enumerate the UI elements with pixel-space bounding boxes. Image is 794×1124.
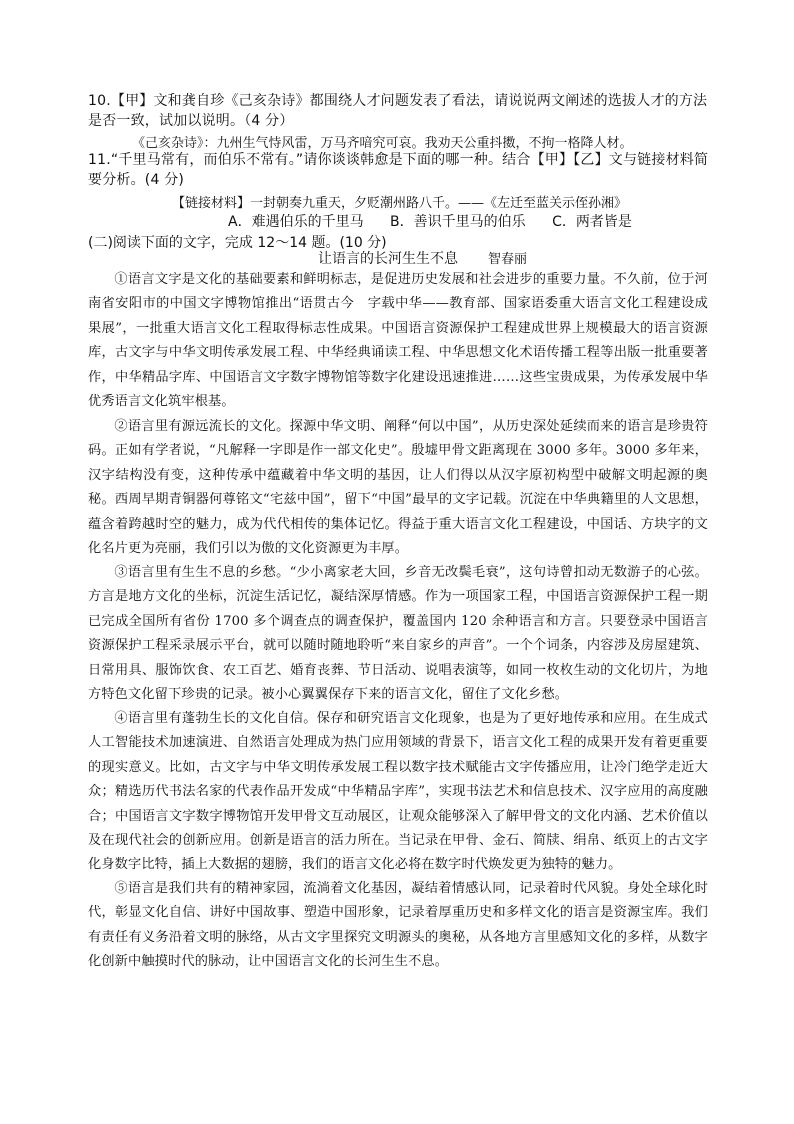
paragraph-3: ③语言里有生生不息的乡愁。“少小离家老大回，乡音无改鬓毛衰”，这句诗曾扣动无数游子的心弦。方言是地方文化的坐标，沉淀生活记忆，凝结深厚情感。作为一项国家工程，中国语言资源保护工程一期已完成全国所有省份 1700 多个调查点的调查保护，覆盖国内 120 余种语言和方言。只要登录中国语言资源保护工程采录展示平台，就可以随时随地聆听“来自家乡的声音”。一个个词条，内容涉及房屋建筑、日常用具、服饰饮食、农工百艺、婚育丧葬、节日活动、说唱表演等，如同一枚枚生动的文化切片，为地方特色文化留下珍贵的记录。被小心翼翼保存下来的语言文化，留住了文化乡愁。	[88, 565, 708, 703]
link-material: 【链接材料】一封朝奏九重天，夕贬潮州路八千。——《左迁至蓝关示侄孙湘》	[172, 196, 628, 211]
section-heading: (二)阅读下面的文字，完成 12～14 题。(10 分)	[88, 235, 387, 251]
article-title: 让语言的长河生生不息	[318, 251, 458, 267]
option-b: B．善识千里马的伯乐	[390, 214, 526, 230]
question-10-quote: 《己亥杂诗》：九州生气恃风雷，万马齐喑究可哀。我劝天公重抖擞，不拘一格降人材。	[132, 136, 633, 151]
article-author: 智春丽	[488, 252, 528, 267]
article-title-line	[318, 248, 527, 268]
paragraph-1: ①语言文字是文化的基础要素和鲜明标志，是促进历史发展和社会进步的重要力量。不久前，位于河南省安阳市的中国文字博物馆推出“语贯古今 字载中华——教育部、国家语委重大语言文化工程建设成果展”，一批重大语言文化工程取得标志性成果。中国语言资源保护工程建成世界上规模最大的语言资源库，古文字与中华文明传承发展工程、中华经典诵读工程、中华思想文化术语传播工程等出版一批重要著作，中华精品字库、中国语言文字数字博物馆等数字化建设迅速推进……这些宝贵成果，为传承发展中华优秀语言文化筑牢根基。	[88, 272, 708, 410]
paragraph-5: ⑤语言是我们共有的精神家园，流淌着文化基因，凝结着情感认同，记录着时代风貌。身处全球化时代，彰显文化自信、讲好中国故事、塑造中国形象，记录着厚重历史和多样文化的语言是资源宝库。我们有责任有义务沿着文明的脉络，从古文字里探究文明源头的奥秘，从各地方言里感知文化的多样，从数字化创新中触摸时代的脉动，让中国语言文化的长河生生不息。	[88, 881, 708, 970]
answer-options	[228, 211, 654, 231]
paragraph-4: ④语言里有蓬勃生长的文化自信。保存和研究语言文化现象，也是为了更好地传承和应用。在生成式人工智能技术加速演进、自然语言处理成为热门应用领域的背景下，语言文化工程的成果开发有着更重要的现实意义。比如，古文字与中华文明传承发展工程以数字技术赋能古文字传播应用，让冷门绝学走近大众；精选历代书法名家的代表作品开发成“中华精品字库”，实现书法艺术和信息技术、汉字应用的高度融合；中国语言文字数字博物馆开发甲骨文互动展区，让观众能够深入了解甲骨文的文化内涵、艺术价值以及在现代社会的创新应用。创新是语言的活力所在。当记录在甲骨、金石、简牍、绢帛、纸页上的古文字化身数字比特，插上大数据的翅膀，我们的语言文化必将在数字时代焕发更为独特的魅力。	[88, 711, 708, 873]
question-11: 11.“千里马常有，而伯乐不常有。”请你谈谈韩愈是下面的哪一种。结合【甲】【乙】文与链接材料简要分析。(4 分)	[88, 152, 709, 188]
option-a: A．难遇伯乐的千里马	[228, 214, 364, 230]
question-10: 10.【甲】文和龚自珍《己亥杂诗》都围绕人才问题发表了看法，请说说两文阐述的选拔人才的方法是否一致，试加以说明。（4 分）	[88, 93, 708, 129]
paragraph-2: ②语言里有源远流长的文化。探源中华文明、阐释“何以中国”，从历史深处延续而来的语言是珍贵符码。正如有学者说，“凡解释一字即是作一部文化史”。殷墟甲骨文距离现在 3000 多年。3000 多年来，汉字结构没有变，这种传承中蕴藏着中华文明的基因，让人们得以从汉字原初构型中破解文明起源的奥秘。西周早期青铜器何尊铭文“宅兹中国”，留下“中国”最早的文字记载。沉淀在中华典籍里的人文思想，蕴含着跨越时空的魅力，成为代代相传的集体记忆。得益于重大语言文化工程建设，中国话、方块字的文化名片更为亮丽，我们引以为傲的文化资源更为丰厚。	[88, 419, 708, 557]
option-c: C．两者皆是	[552, 214, 632, 230]
